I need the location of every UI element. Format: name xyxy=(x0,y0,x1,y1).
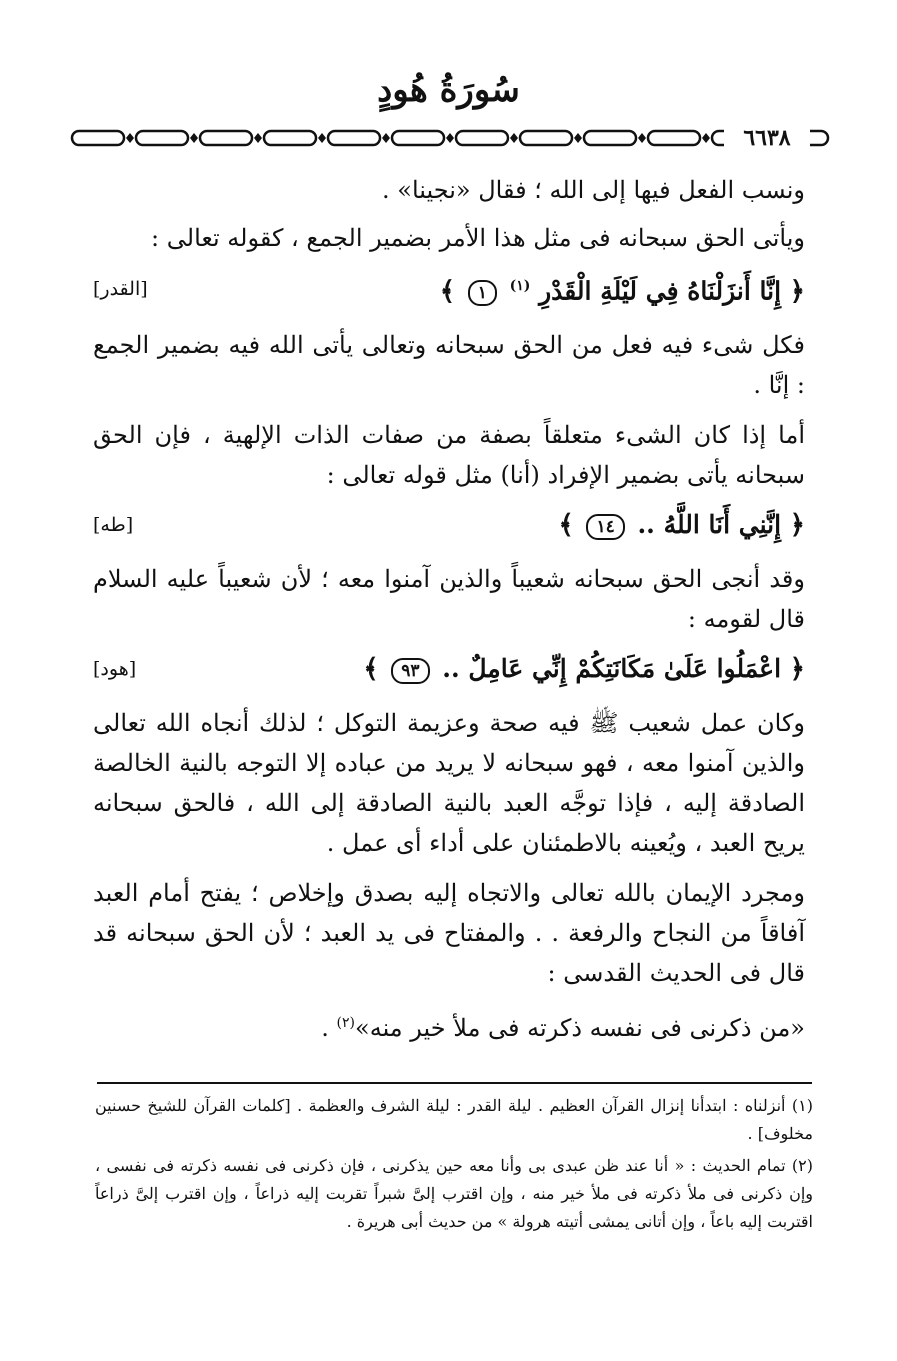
paragraph-3: فكل شىء فيه فعل من الحق سبحانه وتعالى يأتى الله فيه بضمير الجمع : إنَّا . xyxy=(93,331,805,400)
footnote-2: (٢) تمام الحديث : « أنا عند ظن عبدى بى وأنا معه حين يذكرنى ، فإن ذكرنى فى نفسه ذكرته فى نفسى ، وإن ذكرنى فى ملأ ذكرته فى ملأ خير منه ، وإن اقترب إلىَّ شبراً تقربت إليه ذراعاً ، وإن اقترب إلىَّ ذراعاً اقتربت إليه باعاً ، وإن أتانى يمشى أتيته هرولة » من حديث أبى هريرة . xyxy=(95,1156,813,1231)
ayah-3-surah-ref: [هود] xyxy=(93,658,137,681)
ayah-2 xyxy=(559,505,805,545)
ornate-bracket-close-icon: ﴾ xyxy=(439,276,456,307)
paragraph-5: وقد أنجى الحق سبحانه شعيباً والذين آمنوا معه ؛ لأن شعيباً عليه السلام قال لقومه : xyxy=(93,565,805,634)
ayah-block-3 xyxy=(93,649,805,689)
ayah-2-surah-ref: [طه] xyxy=(93,514,134,537)
ayah-2-text: إِنَّنِي أَنَا اللَّهُ .. xyxy=(637,510,782,540)
ayah-3-number: ٩٣ xyxy=(391,658,429,684)
paragraph-2: ويأتى الحق سبحانه فى مثل هذا الأمر بضمير الجمع ، كقوله تعالى : xyxy=(151,224,805,252)
decorative-border xyxy=(70,127,830,149)
footnote-1: (١) أنزلناه : ابتدأنا إنزال القرآن العظيم . ليلة القدر : ليلة الشرف والعظمة . [كلمات القرآن للشيخ حسنين مخلوف] . xyxy=(95,1096,813,1143)
paragraph-7: ومجرد الإيمان بالله تعالى والاتجاه إليه بصدق وإخلاص ؛ يفتح أمام العبد آفاقاً من النجاح والرفعة . . والمفتاح فى يد العبد ؛ لأن الحق سبحانه قد قال فى الحديث القدسى : xyxy=(93,879,805,988)
main-text xyxy=(93,170,805,1058)
footnote-marker-2: (٢) xyxy=(336,1015,356,1032)
page-number: ٦٦٣٨ xyxy=(724,124,810,152)
ornate-bracket-open-icon: ﴿ xyxy=(789,654,805,685)
ayah-1-text: إِنَّا أَنزَلْنَاهُ فِي لَيْلَةِ الْقَدْرِ xyxy=(539,276,782,306)
hadith-quote-text: «من ذكرنى فى نفسه ذكرته فى ملأ خير منه» xyxy=(355,1014,805,1043)
paragraph-1: ونسب الفعل فيها إلى الله ؛ فقال «نجينا» . xyxy=(382,176,805,204)
paragraph-6: وكان عمل شعيب ﷺ فيه صحة وعزيمة التوكل ؛ لذلك أنجاه الله تعالى والذين آمنوا معه ، فهو سبحانه لا يريد من عباده إلا التوجه بالنية الخالصة الصادقة إليه ، فإذا توجَّه العبد بالنية الصادقة إلى الله ، فالحق سبحانه يريح العبد ، ويُعينه بالاطمئنان على أداء أى عمل . xyxy=(93,709,805,858)
surah-title: سُورَةُ هُودٍ xyxy=(377,70,520,110)
ayah-3-text: اعْمَلُوا عَلَىٰ مَكَانَتِكُمْ إِنِّي عَامِلٌ .. xyxy=(442,654,782,684)
ornate-bracket-close-icon: ﴾ xyxy=(558,510,574,541)
paragraph-4: أما إذا كان الشىء متعلقاً بصفة من صفات الذات الإلهية ، فإن الحق سبحانه يأتى بضمير الإفراد (أنا) مثل قوله تعالى : xyxy=(93,421,805,490)
ayah-1-number: ١ xyxy=(468,280,497,306)
footnote-divider xyxy=(97,1082,812,1084)
ornate-bracket-open-icon: ﴿ xyxy=(789,510,805,541)
footnote-marker-1: (١) xyxy=(509,278,531,294)
ayah-1 xyxy=(440,266,805,311)
ayah-block-2 xyxy=(93,505,805,545)
hadith-quote xyxy=(93,1003,805,1048)
ayah-2-number: ١٤ xyxy=(586,514,624,540)
ornate-bracket-close-icon: ﴾ xyxy=(363,654,379,685)
ayah-1-surah-ref: [القدر] xyxy=(93,277,148,300)
ornate-bracket-open-icon: ﴿ xyxy=(789,276,805,307)
footnotes xyxy=(95,1092,813,1240)
ayah-block-1 xyxy=(93,266,805,311)
ornament-chain-icon xyxy=(70,127,830,149)
hadith-quote-end: . xyxy=(321,1014,337,1043)
ayah-3 xyxy=(363,649,805,689)
